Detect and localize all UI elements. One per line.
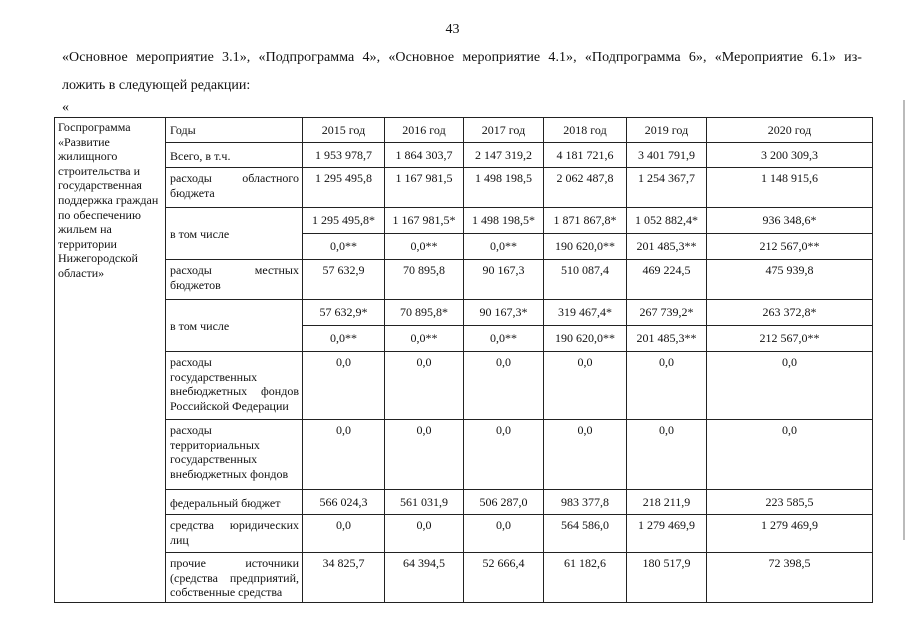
row-label: в том числе <box>166 208 303 260</box>
value-cell: 201 485,3** <box>627 234 707 260</box>
value-cell: 212 567,0** <box>707 326 873 352</box>
value-cell: 0,0 <box>544 352 627 420</box>
value-cell: 34 825,7 <box>303 553 385 603</box>
value-cell: 1 167 981,5* <box>385 208 464 234</box>
value-cell: 201 485,3** <box>627 326 707 352</box>
header-year: 2018 год <box>544 118 627 143</box>
value-cell: 0,0 <box>707 420 873 490</box>
value-cell: 70 895,8* <box>385 300 464 326</box>
value-cell: 1 052 882,4* <box>627 208 707 234</box>
value-cell: 510 087,4 <box>544 260 627 300</box>
value-cell: 1 148 915,6 <box>707 168 873 208</box>
header-year: 2020 год <box>707 118 873 143</box>
opening-quote: « <box>62 100 69 115</box>
funding-table <box>54 117 873 603</box>
value-cell: 0,0** <box>385 326 464 352</box>
header-year: 2016 год <box>385 118 464 143</box>
value-cell: 475 939,8 <box>707 260 873 300</box>
row-label: расходы областного бюджета <box>166 168 303 208</box>
value-cell: 1 295 495,8* <box>303 208 385 234</box>
value-cell: 0,0 <box>627 352 707 420</box>
value-cell: 70 895,8 <box>385 260 464 300</box>
row-label: Всего, в т.ч. <box>166 143 303 168</box>
value-cell: 0,0 <box>385 420 464 490</box>
value-cell: 3 200 309,3 <box>707 143 873 168</box>
value-cell: 469 224,5 <box>627 260 707 300</box>
value-cell: 0,0 <box>385 515 464 553</box>
value-cell: 0,0 <box>303 515 385 553</box>
header-years-label: Годы <box>166 118 303 143</box>
value-cell: 0,0 <box>464 515 544 553</box>
value-cell: 72 398,5 <box>707 553 873 603</box>
value-cell: 0,0 <box>707 352 873 420</box>
value-cell: 564 586,0 <box>544 515 627 553</box>
page-number: 43 <box>445 22 460 37</box>
value-cell: 190 620,0** <box>544 326 627 352</box>
program-name-cell: Госпрограмма «Развитие жилищного строительства и государственная поддержка граждан по обеспечению жильем на территории Нижегородской области» <box>55 118 166 603</box>
row-label: средства юридических лиц <box>166 515 303 553</box>
header-year: 2019 год <box>627 118 707 143</box>
value-cell: 64 394,5 <box>385 553 464 603</box>
row-label: расходы территориальных государственных внебюджетных фондов <box>166 420 303 490</box>
intro-line-2: ложить в следующей редакции: <box>62 78 251 93</box>
value-cell: 0,0 <box>627 420 707 490</box>
header-year: 2017 год <box>464 118 544 143</box>
row-label: расходы государственных внебюджетных фондов Российской Федерации <box>166 352 303 420</box>
row-label: федеральный бюджет <box>166 490 303 515</box>
value-cell: 0,0 <box>303 420 385 490</box>
value-cell: 223 585,5 <box>707 490 873 515</box>
row-label: прочие источники (средства предприятий, собственные средства <box>166 553 303 603</box>
row-label: в том числе <box>166 300 303 352</box>
value-cell: 57 632,9 <box>303 260 385 300</box>
value-cell: 90 167,3* <box>464 300 544 326</box>
value-cell: 57 632,9* <box>303 300 385 326</box>
value-cell: 1 167 981,5 <box>385 168 464 208</box>
value-cell: 263 372,8* <box>707 300 873 326</box>
value-cell: 561 031,9 <box>385 490 464 515</box>
value-cell: 936 348,6* <box>707 208 873 234</box>
value-cell: 1 498 198,5 <box>464 168 544 208</box>
value-cell: 61 182,6 <box>544 553 627 603</box>
value-cell: 267 739,2* <box>627 300 707 326</box>
intro-line-1: «Основное мероприятие 3.1», «Подпрограмма 4», «Основное мероприятие 4.1», «Подпрограмма 6», «Мероприятие 6.1» из- <box>62 50 862 65</box>
value-cell: 1 295 495,8 <box>303 168 385 208</box>
value-cell: 1 279 469,9 <box>707 515 873 553</box>
row-label: расходы местных бюджетов <box>166 260 303 300</box>
value-cell: 0,0 <box>303 352 385 420</box>
value-cell: 4 181 721,6 <box>544 143 627 168</box>
value-cell: 90 167,3 <box>464 260 544 300</box>
value-cell: 319 467,4* <box>544 300 627 326</box>
value-cell: 983 377,8 <box>544 490 627 515</box>
value-cell: 0,0** <box>464 234 544 260</box>
value-cell: 1 498 198,5* <box>464 208 544 234</box>
value-cell: 0,0 <box>464 352 544 420</box>
value-cell: 1 254 367,7 <box>627 168 707 208</box>
value-cell: 0,0 <box>385 352 464 420</box>
value-cell: 1 864 303,7 <box>385 143 464 168</box>
value-cell: 180 517,9 <box>627 553 707 603</box>
value-cell: 566 024,3 <box>303 490 385 515</box>
value-cell: 1 871 867,8* <box>544 208 627 234</box>
value-cell: 0,0** <box>303 234 385 260</box>
value-cell: 506 287,0 <box>464 490 544 515</box>
value-cell: 3 401 791,9 <box>627 143 707 168</box>
value-cell: 0,0** <box>303 326 385 352</box>
intro-paragraph <box>62 44 862 100</box>
value-cell: 212 567,0** <box>707 234 873 260</box>
value-cell: 0,0** <box>464 326 544 352</box>
value-cell: 218 211,9 <box>627 490 707 515</box>
value-cell: 0,0** <box>385 234 464 260</box>
value-cell: 0,0 <box>464 420 544 490</box>
value-cell: 190 620,0** <box>544 234 627 260</box>
value-cell: 2 147 319,2 <box>464 143 544 168</box>
value-cell: 1 279 469,9 <box>627 515 707 553</box>
value-cell: 2 062 487,8 <box>544 168 627 208</box>
value-cell: 52 666,4 <box>464 553 544 603</box>
value-cell: 1 953 978,7 <box>303 143 385 168</box>
header-year: 2015 год <box>303 118 385 143</box>
value-cell: 0,0 <box>544 420 627 490</box>
